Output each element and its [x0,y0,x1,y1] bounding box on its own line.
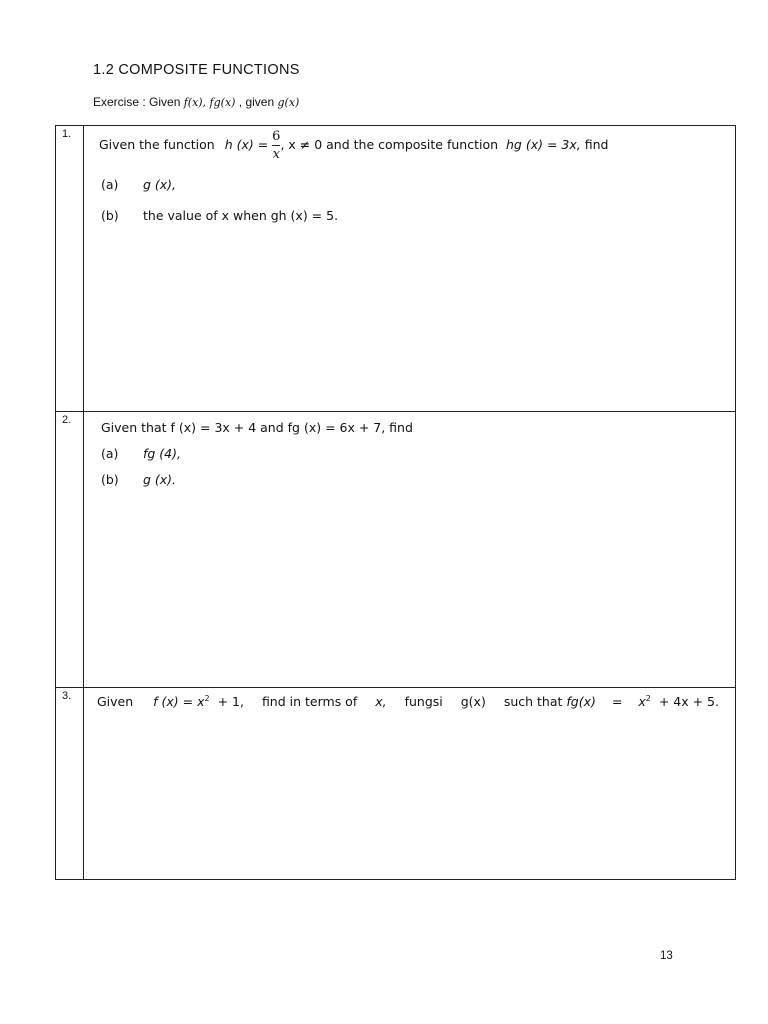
q1-condition: , x ≠ 0 and the composite function [280,137,499,152]
q1-denominator: x [272,147,280,162]
q3-such-that: such that [503,694,563,710]
q1-hg: hg (x) = 3x, [506,137,581,152]
q1-numerator: 6 [272,129,281,144]
q2-part-b-label: (b) [101,472,119,487]
q1-h: h (x) = [224,137,269,152]
q3-gx: g(x) [460,694,486,710]
page-number: 13 [660,950,673,962]
q3-find-terms: find in terms of [261,694,358,710]
q3-x: x, [375,694,387,710]
q1-find: find [584,137,609,152]
q1-part-a-label: (a) [101,177,119,192]
question-number-2: 2. [62,414,72,426]
q3-plus-one: + 1, [217,694,244,710]
column-divider [83,126,84,879]
question-number-3: 3. [62,690,72,702]
exercise-table [55,125,736,880]
subtitle-mid: , given [235,95,278,109]
q2-part-a-text: fg (4), [143,446,181,461]
q3-x-squared: x [638,694,646,710]
q3-rhs: + 4x + 5. [658,694,719,710]
q2-part-b-text: g (x). [143,472,177,487]
page-title: 1.2 COMPOSITE FUNCTIONS [93,62,300,78]
q3-fungsi: fungsi [404,694,443,710]
q3-f-def: f (x) = x [153,694,205,710]
question-2-image [86,412,454,488]
q2-part-a-label: (a) [101,446,119,461]
q1-part-b-text: the value of x when gh (x) = 5. [143,208,339,223]
q3-sup-1: 2 [204,694,210,703]
q1-part-a [101,177,176,192]
q1-part-b-label: (b) [101,208,119,223]
subtitle-prefix: Exercise : Given [93,95,184,109]
subtitle-math-2: g(x) [277,96,300,109]
subtitle-math-1: f(x), fg(x) [183,96,236,109]
question-2-statement: Given that f (x) = 3x + 4 and fg (x) = 6x + 7, find [101,420,413,435]
q3-fgx: fg(x) [566,694,596,710]
exercise-subtitle [93,95,299,109]
q2-part-a [101,446,181,461]
question-number-1: 1. [62,128,72,140]
q1-part-b [101,208,338,223]
question-1-image [86,128,609,232]
question-1-statement [99,130,608,161]
row-divider-2 [56,687,735,688]
question-3-statement [97,694,719,709]
q1-part-a-text: g (x), [143,177,177,192]
q1-intro: Given the function [99,137,215,152]
q3-sup-2: 2 [645,694,651,703]
q3-given: Given [97,694,134,710]
q2-part-b [101,472,176,487]
q3-equals: = [611,694,623,710]
